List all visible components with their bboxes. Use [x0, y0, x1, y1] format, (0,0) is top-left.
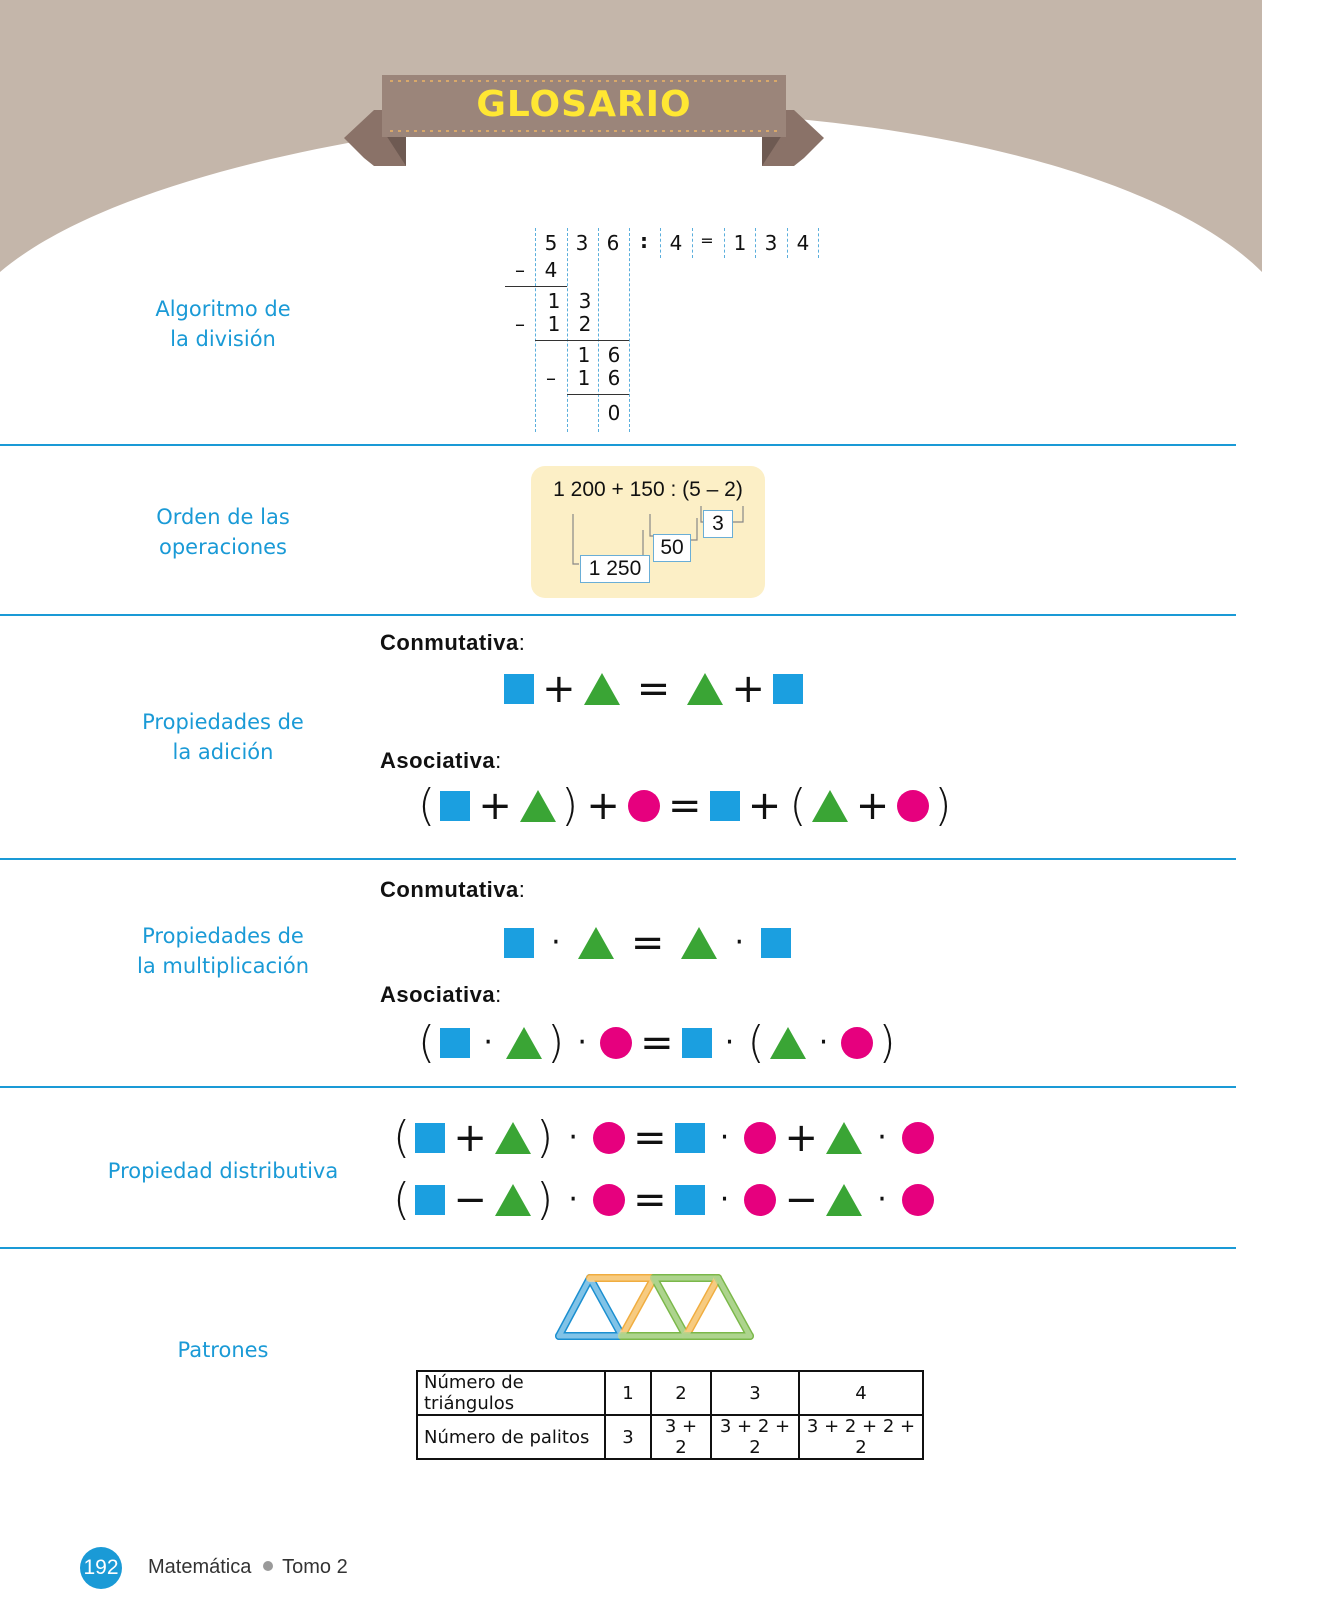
triangle-icon [687, 673, 723, 705]
order-expression: 1 200 + 150 : (5 – 2) [553, 478, 743, 501]
pattern-table [416, 1370, 924, 1460]
square-icon [761, 928, 791, 958]
label-associative-addition: Asociativa: [380, 748, 502, 773]
term-multiplication-properties: Propiedades de la multiplicación [137, 924, 309, 978]
term-order-of-operations: Orden de las operaciones [156, 505, 290, 559]
eq-associative-multiplication: ( · ) · = · ( · ) [418, 1017, 896, 1068]
triangle-icon [812, 790, 848, 822]
eq-commutative-multiplication: · = · [504, 923, 791, 963]
glossary-title: GLOSARIO [476, 84, 692, 125]
circle-icon [593, 1122, 625, 1154]
order-result-50: 50 [653, 534, 691, 562]
eq-distributive-addition: ( + ) · = · + · [393, 1116, 934, 1160]
table-row: Número de palitos 3 3 + 2 3 + 2 + 2 3 + 2 + 2 + 2 [417, 1415, 923, 1459]
triangle-icon [826, 1184, 862, 1216]
triangle-icon [495, 1122, 531, 1154]
circle-icon [600, 1027, 632, 1059]
order-result-1250: 1 250 [580, 555, 650, 583]
matchstick-triangles [550, 1270, 764, 1344]
order-result-3: 3 [703, 510, 733, 538]
divider [0, 444, 1236, 446]
triangle-icon [681, 927, 717, 959]
eq-distributive-subtraction: ( − ) · = · − · [393, 1178, 934, 1222]
square-icon [682, 1028, 712, 1058]
divider [0, 614, 1236, 616]
label-associative-multiplication: Asociativa: [380, 982, 502, 1007]
triangle-icon [770, 1027, 806, 1059]
circle-icon [902, 1122, 934, 1154]
circle-icon [744, 1122, 776, 1154]
square-icon [415, 1123, 445, 1153]
circle-icon [593, 1184, 625, 1216]
square-icon [710, 791, 740, 821]
square-icon [675, 1123, 705, 1153]
square-icon [440, 1028, 470, 1058]
square-icon [504, 928, 534, 958]
divider [0, 1086, 1236, 1088]
square-icon [504, 674, 534, 704]
footer-book: Matemática Tomo 2 [148, 1556, 348, 1578]
circle-icon [744, 1184, 776, 1216]
square-icon [675, 1185, 705, 1215]
triangle-icon [578, 927, 614, 959]
label-commutative-addition: Conmutativa: [380, 630, 526, 655]
divider [0, 1247, 1236, 1249]
circle-icon [897, 790, 929, 822]
triangle-icon [826, 1122, 862, 1154]
square-icon [440, 791, 470, 821]
circle-icon [841, 1027, 873, 1059]
term-addition-properties: Propiedades de la adición [142, 710, 304, 764]
triangle-icon [506, 1027, 542, 1059]
page-number: 192 [80, 1547, 122, 1589]
circle-icon [902, 1184, 934, 1216]
triangle-icon [584, 673, 620, 705]
label-commutative-multiplication: Conmutativa: [380, 877, 526, 902]
circle-icon [628, 790, 660, 822]
term-division: Algoritmo de la división [155, 297, 291, 351]
triangle-icon [495, 1184, 531, 1216]
divider [0, 858, 1236, 860]
eq-associative-addition: ( + ) + = + ( + ) [418, 780, 952, 831]
term-distributive-property: Propiedad distributiva [107, 1159, 339, 1183]
square-icon [415, 1185, 445, 1215]
bullet-icon [263, 1561, 273, 1571]
table-row: Número de triángulos 1 2 3 4 [417, 1371, 923, 1415]
eq-commutative-addition: + = + [504, 669, 803, 709]
term-patterns: Patrones [177, 1338, 269, 1362]
triangle-icon [520, 790, 556, 822]
square-icon [773, 674, 803, 704]
